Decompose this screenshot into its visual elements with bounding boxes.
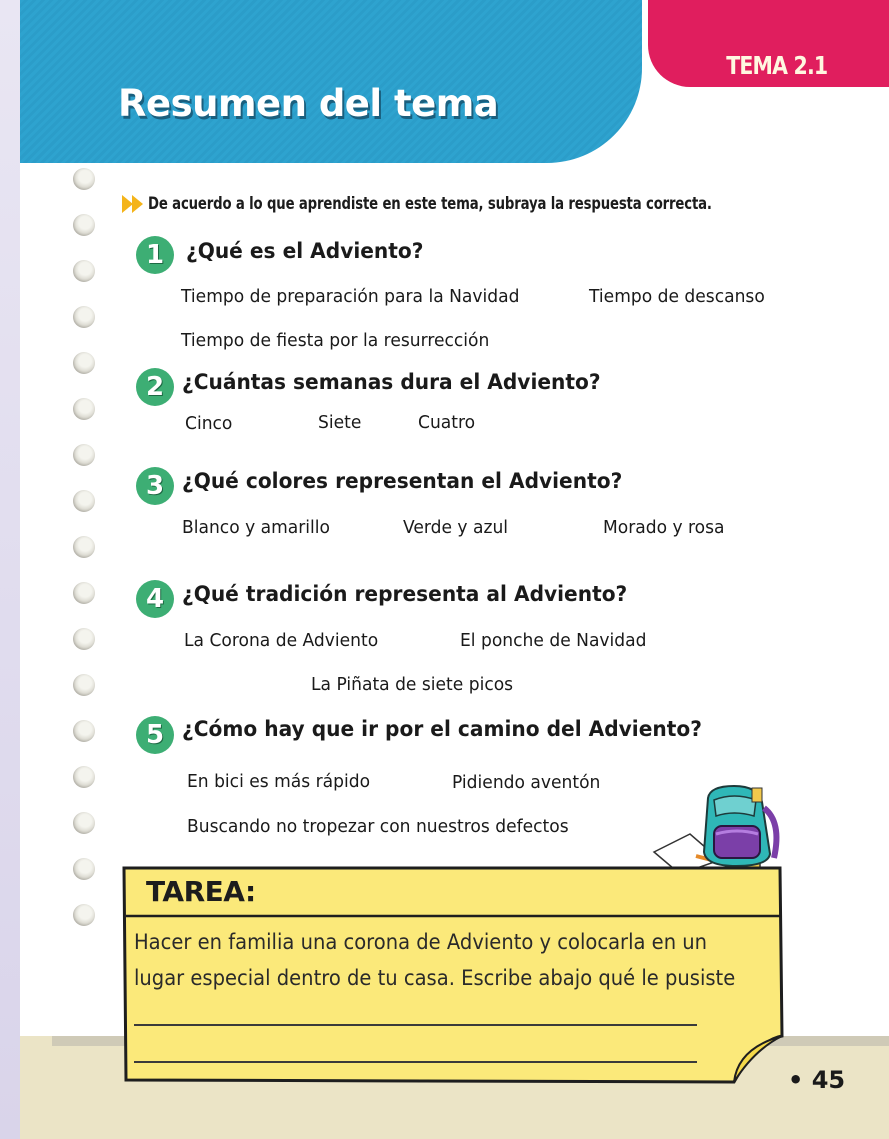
hole [73,812,95,834]
hole [73,720,95,742]
hole [73,260,95,282]
option[interactable]: La Piñata de siete picos [311,674,514,695]
left-edge-strip [0,0,20,1139]
option[interactable]: Tiempo de fiesta por la resurrección [181,330,490,351]
option[interactable]: Cuatro [418,412,476,433]
tarea-title: TAREA: [146,875,256,908]
option[interactable]: Cinco [185,413,233,434]
page-number: • 45 [788,1066,846,1094]
answer-line[interactable] [134,1024,697,1026]
question-number: 2 [136,368,174,406]
hole [73,766,95,788]
hole [73,674,95,696]
instruction-text: De acuerdo a lo que aprendiste en este tema, subraya la respuesta correcta. [148,194,712,214]
option[interactable]: Pidiendo aventón [452,772,601,793]
question-number: 4 [136,580,174,618]
option[interactable]: En bici es más rápido [187,771,371,792]
option[interactable]: Verde y azul [403,517,509,538]
hole [73,490,95,512]
option[interactable]: Tiempo de preparación para la Navidad [181,286,520,307]
tema-tab [648,0,889,87]
page-title: Resumen del tema [118,82,499,125]
hole [73,168,95,190]
hole [73,352,95,374]
question-4: ¿Qué tradición representa al Adviento? [182,582,628,606]
tarea-line-1: Hacer en familia una corona de Adviento y colocarla en un [134,930,708,954]
hole [73,214,95,236]
hole [73,904,95,926]
chevron-double-icon [122,195,142,213]
question-number: 3 [136,467,174,505]
hole [73,536,95,558]
hole [73,582,95,604]
question-2: ¿Cuántas semanas dura el Adviento? [182,370,601,394]
question-number: 1 [136,236,174,274]
question-1: ¿Qué es el Adviento? [186,239,424,263]
hole [73,628,95,650]
hole [73,444,95,466]
tarea-line-2: lugar especial dentro de tu casa. Escribe abajo qué le pusiste [134,966,736,990]
option[interactable]: Tiempo de descanso [589,286,765,307]
option[interactable]: El ponche de Navidad [460,630,647,651]
question-number: 5 [136,716,174,754]
option[interactable]: Siete [318,412,362,433]
question-3: ¿Qué colores representan el Adviento? [182,469,623,493]
option[interactable]: La Corona de Adviento [184,630,379,651]
answer-line[interactable] [134,1061,697,1063]
hole [73,398,95,420]
hole [73,306,95,328]
instruction [122,194,822,214]
hole [73,858,95,880]
option[interactable]: Morado y rosa [603,517,725,538]
option[interactable]: Buscando no tropezar con nuestros defectos [187,816,569,837]
tema-label: TEMA 2.1 [725,51,827,80]
question-5: ¿Cómo hay que ir por el camino del Adviento? [182,717,702,741]
option[interactable]: Blanco y amarillo [182,517,331,538]
